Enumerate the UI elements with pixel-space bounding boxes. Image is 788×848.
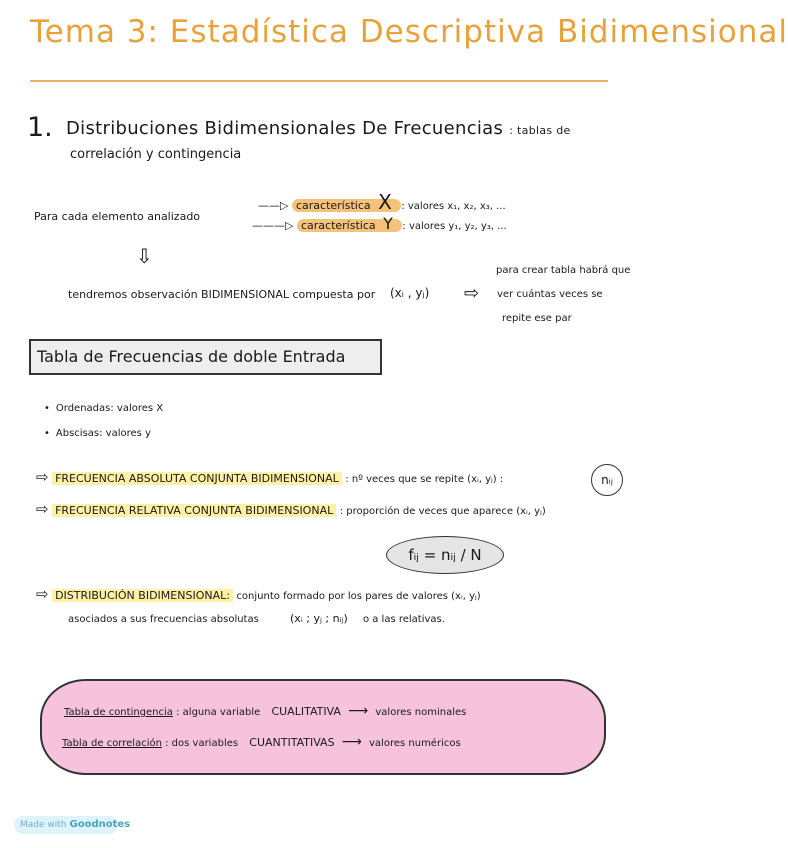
correlation-name: Tabla de correlación xyxy=(62,738,162,749)
distribution-tuple: (xᵢ ; yⱼ ; nᵢⱼ) xyxy=(290,612,348,625)
section-subheading: correlación y contingencia xyxy=(70,147,242,162)
section-heading xyxy=(66,118,571,139)
correlation-result: valores numéricos xyxy=(369,738,461,749)
correlation-desc: : dos variables xyxy=(165,738,239,749)
table-types-cloud xyxy=(40,679,606,775)
char-x-letter: X xyxy=(378,190,392,214)
long-arrow-icon: ⟶ xyxy=(348,703,369,719)
char-x-row xyxy=(258,190,506,214)
abs-freq-term: FRECUENCIA ABSOLUTA CONJUNTA BIDIMENSIONAL xyxy=(52,472,342,485)
contingency-result: valores nominales xyxy=(375,707,467,718)
distribution-line-2 xyxy=(68,612,445,625)
bullet-abscissas: • Abscisas: valores y xyxy=(44,428,151,439)
rel-freq-row xyxy=(36,500,546,518)
section-heading-suffix: : tablas de xyxy=(509,124,571,137)
char-y-row xyxy=(252,214,507,233)
rel-freq-desc: : proporción de veces que aparece (xᵢ, yⱼ) xyxy=(339,506,546,517)
char-y-highlight xyxy=(297,214,402,233)
char-y-label: característica xyxy=(300,219,376,232)
arrow-right-icon: ⇨ xyxy=(36,500,49,518)
distribution-row xyxy=(36,585,481,603)
goodnotes-badge xyxy=(14,816,131,834)
observation-text: tendremos observación BIDIMENSIONAL compuesta por xyxy=(68,288,376,301)
badge-prefix: Made with xyxy=(20,820,67,830)
badge-brand: Goodnotes xyxy=(69,819,131,830)
section-number: 1. xyxy=(27,112,53,143)
char-y-values: : valores y₁, y₂, y₃, ... xyxy=(402,221,507,232)
distribution-line-2-text: asociados a sus frecuencias absolutas xyxy=(68,614,259,625)
distribution-desc: conjunto formado por los pares de valores (xᵢ, yⱼ) xyxy=(236,591,481,602)
note-line-2: ver cuántas veces se xyxy=(497,289,603,300)
section-heading-text: Distribuciones Bidimensionales De Frecuencias xyxy=(66,118,504,139)
nij-symbol xyxy=(591,464,623,496)
contingency-kind: CUALITATIVA xyxy=(271,705,341,718)
distribution-term: DISTRIBUCIÓN BIDIMENSIONAL: xyxy=(52,589,233,602)
down-arrow-icon: ⇩ xyxy=(136,244,153,268)
intro-text: Para cada elemento analizado xyxy=(34,210,201,223)
nij-circle: nᵢⱼ xyxy=(591,464,623,496)
note-line-1: para crear tabla habrá que xyxy=(496,265,631,276)
page-title: Tema 3: Estadística Descriptiva Bidimensional xyxy=(30,14,788,50)
distribution-line-2-end: o a las relativas. xyxy=(362,614,445,625)
long-arrow-icon: ⟶ xyxy=(341,734,362,750)
relative-frequency-formula: fᵢⱼ = nᵢⱼ / N xyxy=(386,536,504,574)
arrow-right-icon: ———▷ xyxy=(252,219,294,232)
abs-freq-row xyxy=(36,468,503,486)
cloud-row-correlation xyxy=(62,734,461,750)
pair-xy: (xᵢ , yⱼ) xyxy=(390,286,430,300)
char-x-highlight xyxy=(292,190,401,214)
char-y-letter: Y xyxy=(383,214,393,233)
abs-freq-desc: : nº veces que se repite (xᵢ, yⱼ) : xyxy=(345,474,504,485)
bullet-ordinates: • Ordenadas: valores X xyxy=(44,403,163,414)
arrow-right-icon: ——▷ xyxy=(258,199,289,212)
contingency-name: Tabla de contingencia xyxy=(64,707,173,718)
correlation-kind: CUANTITATIVAS xyxy=(249,736,335,749)
char-x-label: característica xyxy=(295,199,371,212)
contingency-desc: : alguna variable xyxy=(176,707,261,718)
title-underline xyxy=(30,80,608,82)
right-arrow-icon: ⇨ xyxy=(464,283,480,304)
cloud-row-contingency xyxy=(64,703,466,719)
arrow-right-icon: ⇨ xyxy=(36,468,49,486)
note-line-3: repite ese par xyxy=(502,313,572,324)
double-entry-table-title: Tabla de Frecuencias de doble Entrada xyxy=(29,339,382,375)
rel-freq-term: FRECUENCIA RELATIVA CONJUNTA BIDIMENSIONAL xyxy=(52,504,336,517)
char-x-values: : valores x₁, x₂, x₃, ... xyxy=(401,201,506,212)
arrow-right-icon: ⇨ xyxy=(36,585,49,603)
